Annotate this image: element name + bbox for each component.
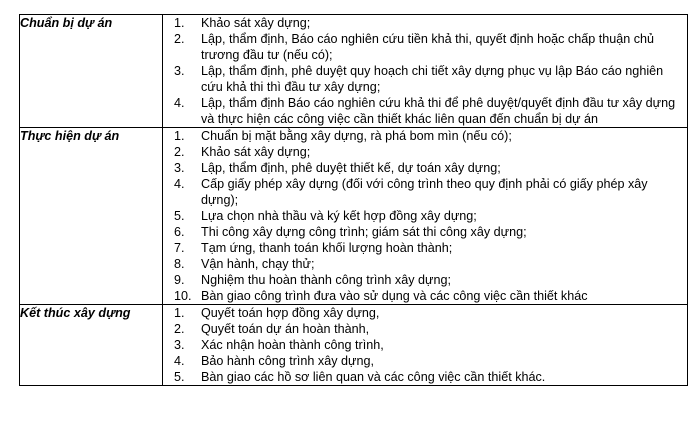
step-number: 4. (174, 354, 185, 368)
step-text: Lập, thẩm định, Báo cáo nghiên cứu tiền khả thi, quyết định hoặc chấp thuận chủ trương đầu tư (nếu có); (201, 32, 655, 62)
step-item (163, 369, 687, 385)
step-item (163, 224, 687, 240)
step-number: 1. (174, 129, 185, 143)
step-text: Khảo sát xây dựng; (201, 145, 311, 159)
step-item (163, 95, 687, 127)
step-number: 7. (174, 241, 185, 255)
phase-steps-cell (163, 15, 688, 128)
phase-title: Chuẩn bị dự án (20, 15, 163, 128)
step-number: 10. (174, 289, 192, 303)
phases-table-body (20, 15, 688, 386)
step-item (163, 353, 687, 369)
step-number: 9. (174, 273, 185, 287)
step-item (163, 321, 687, 337)
project-phases-table (19, 14, 688, 386)
step-text: Bàn giao công trình đưa vào sử dụng và các công việc cần thiết khác (201, 289, 588, 303)
step-list (163, 128, 687, 304)
step-text: Tạm ứng, thanh toán khối lượng hoàn thành; (201, 241, 453, 255)
step-text: Nghiệm thu hoàn thành công trình xây dựng; (201, 273, 451, 287)
step-text: Thi công xây dựng công trình; giám sát thi công xây dựng; (201, 225, 527, 239)
step-item (163, 305, 687, 321)
step-item (163, 256, 687, 272)
step-number: 6. (174, 225, 185, 239)
phase-title: Thực hiện dự án (20, 128, 163, 305)
phase-title: Kết thúc xây dựng (20, 305, 163, 386)
step-number: 5. (174, 370, 185, 384)
step-number: 2. (174, 145, 185, 159)
step-number: 1. (174, 306, 185, 320)
step-number: 2. (174, 32, 185, 46)
step-item (163, 31, 687, 63)
step-list (163, 305, 687, 385)
step-number: 2. (174, 322, 185, 336)
step-item (163, 272, 687, 288)
step-text: Bàn giao các hồ sơ liên quan và các công việc cần thiết khác. (201, 370, 546, 384)
step-text: Lập, thẩm định Báo cáo nghiên cứu khả thi để phê duyệt/quyết định đầu tư xây dựng và thực hiện các công việc cần thiết khác liên quan đến chuẩn bị dự án (201, 96, 676, 126)
step-item (163, 15, 687, 31)
step-item (163, 288, 687, 304)
step-item (163, 176, 687, 208)
step-text: Lập, thẩm định, phê duyệt thiết kế, dự toán xây dựng; (201, 161, 501, 175)
step-text: Quyết toán hợp đồng xây dựng, (201, 306, 380, 320)
step-item (163, 160, 687, 176)
step-text: Lập, thẩm định, phê duyệt quy hoạch chi tiết xây dựng phục vụ lập Báo cáo nghiên cứu khả thi thì đầu tư xây dựng; (201, 64, 664, 94)
step-text: Xác nhận hoàn thành công trình, (201, 338, 384, 352)
step-item (163, 63, 687, 95)
step-number: 1. (174, 16, 185, 30)
step-text: Khảo sát xây dựng; (201, 16, 311, 30)
step-number: 3. (174, 338, 185, 352)
step-list (163, 15, 687, 127)
step-text: Vận hành, chạy thử; (201, 257, 315, 271)
step-text: Chuẩn bị mặt bằng xây dựng, rà phá bom mìn (nếu có); (201, 129, 512, 143)
step-number: 5. (174, 209, 185, 223)
step-number: 4. (174, 177, 185, 191)
phase-steps-cell (163, 305, 688, 386)
step-number: 8. (174, 257, 185, 271)
step-text: Lựa chọn nhà thầu và ký kết hợp đồng xây dựng; (201, 209, 477, 223)
step-item (163, 337, 687, 353)
step-item (163, 144, 687, 160)
step-item (163, 128, 687, 144)
phase-steps-cell (163, 128, 688, 305)
step-item (163, 208, 687, 224)
phase-row-implementation (20, 128, 688, 305)
step-number: 4. (174, 96, 185, 110)
phase-row-preparation (20, 15, 688, 128)
phase-row-completion (20, 305, 688, 386)
step-text: Cấp giấy phép xây dựng (đối với công trình theo quy định phải có giấy phép xây dựng); (201, 177, 648, 207)
step-number: 3. (174, 64, 185, 78)
step-number: 3. (174, 161, 185, 175)
step-item (163, 240, 687, 256)
step-text: Bảo hành công trình xây dựng, (201, 354, 374, 368)
step-text: Quyết toán dự án hoàn thành, (201, 322, 370, 336)
